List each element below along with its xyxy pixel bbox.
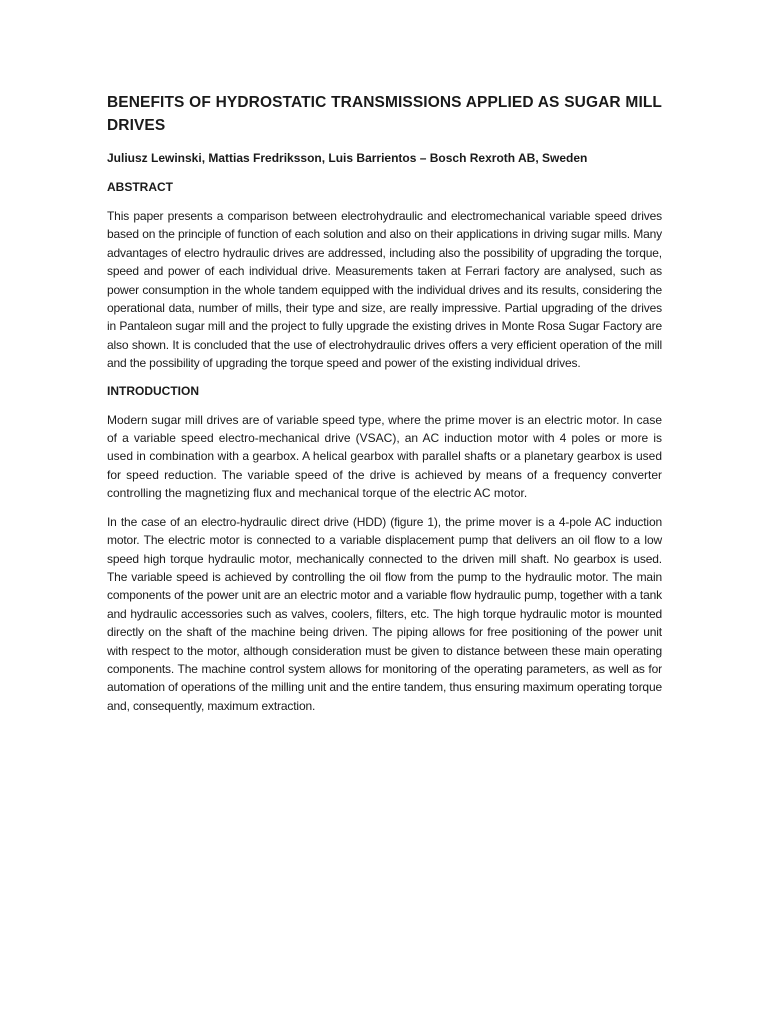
introduction-paragraph-1: Modern sugar mill drives are of variable speed type, where the prime mover is an electric motor. In case of a variable speed electro-mechanical drive (VSAC), an AC induction motor with 4 poles or more is used in combination with a gearbox. A helical gearbox with parallel shafts or a planetary gearbox is used for speed reduction. The variable speed of the drive is achieved by means of a frequency converter controlling the magnetizing flux and mechanical torque of the electric AC motor. — [107, 412, 662, 501]
paper-authors: Juliusz Lewinski, Mattias Fredriksson, Luis Barrientos – Bosch Rexroth AB, Sweden — [107, 151, 588, 165]
abstract-paragraph: This paper presents a comparison between electrohydraulic and electromechanical variable speed drives based on the principle of function of each solution and also on their applications in driving sugar mills. Many advantages of electro hydraulic drives are addressed, including also the possibility of upgrading the torque, speed and power of each individual drive. Measurements taken at Ferrari factory are analysed, such as power consumption in the whole tandem equipped with the individual drives and its results, considering the operational data, number of mills, their type and size, are really impressive. Partial upgrading of the drives in Pantaleon sugar mill and the project to fully upgrade the existing drives in Monte Rosa Sugar Factory are also shown. It is concluded that the use of electrohydraulic drives offers a very efficient operation of the mill and the possibility of upgrading the torque speed and power of the existing individual drives. — [107, 209, 662, 371]
paper-title: BENEFITS OF HYDROSTATIC TRANSMISSIONS APPLIED AS SUGAR MILL DRIVES — [107, 94, 662, 134]
abstract-heading: ABSTRACT — [107, 180, 173, 194]
introduction-paragraph-2: In the case of an electro-hydraulic direct drive (HDD) (figure 1), the prime mover is a 4-pole AC induction motor. The electric motor is connected to a variable displacement pump that delivers an oil flow to a low speed high torque hydraulic motor, mechanically connected to the driven mill shaft. No gearbox is used. The variable speed is achieved by controlling the oil flow from the pump to the hydraulic motor. The main components of the power unit are an electric motor and a variable flow hydraulic pump, together with a tank and hydraulic accessories such as valves, coolers, filters, etc. The high torque hydraulic motor is mounted directly on the shaft of the machine being driven. The piping allows for free positioning of the power unit with respect to the motor, although consideration must be given to distance between these main operating components. The machine control system allows for monitoring of the operating parameters, as well as for automation of operations of the milling unit and the entire tandem, thus ensuring maximum operating torque and, consequently, maximum extraction. — [107, 514, 662, 713]
introduction-heading: INTRODUCTION — [107, 383, 199, 398]
paper-content — [107, 91, 662, 725]
